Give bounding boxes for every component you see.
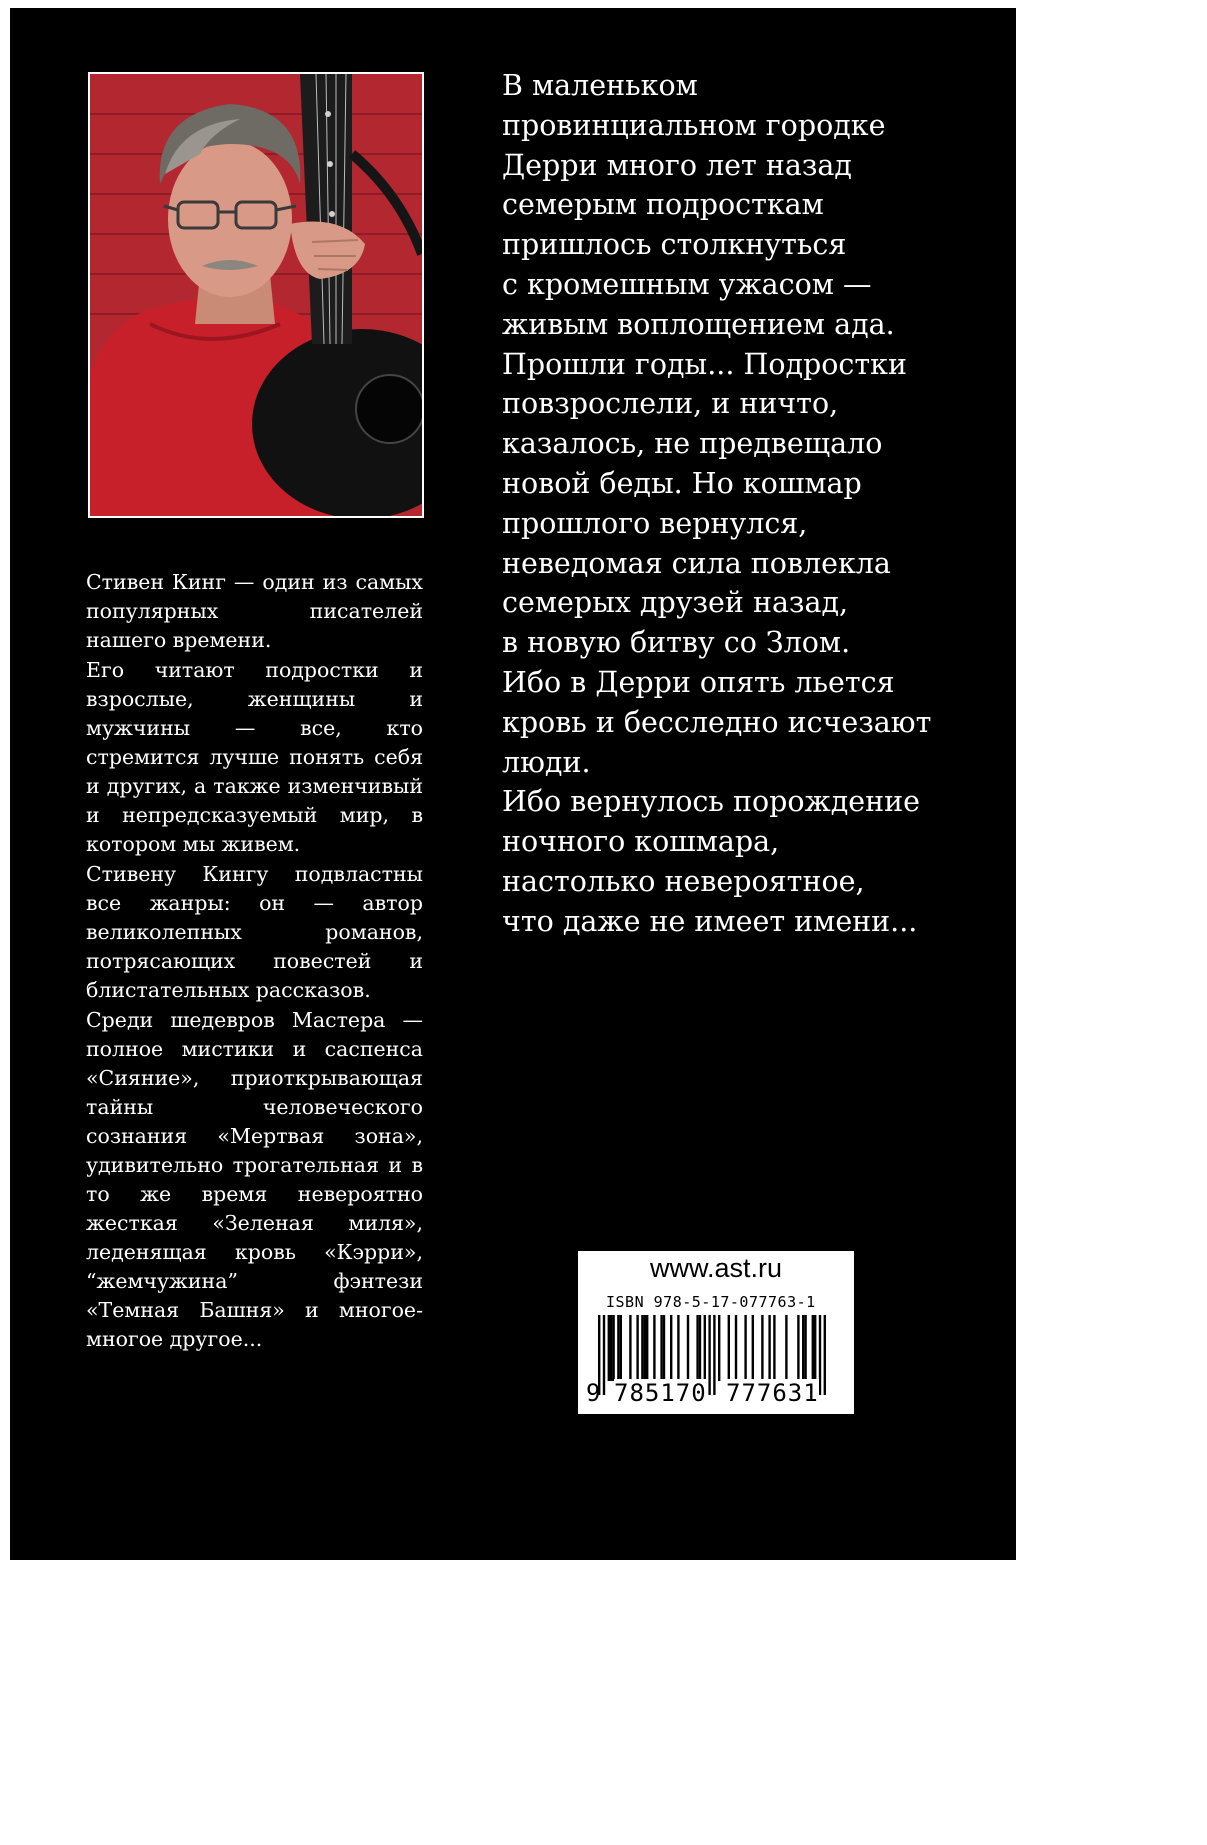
blurb-line: семерых друзей назад, xyxy=(502,586,849,620)
barcode-bar xyxy=(773,1315,775,1381)
bio-paragraph: Стивену Кингу подвластны все жанры: он — автор великолепных романов, потрясающих повестей и блистательных рассказов. xyxy=(86,862,423,1002)
blurb-line: Дерри много лет назад xyxy=(502,148,852,182)
barcode-panel xyxy=(578,1251,854,1414)
bio-paragraph: Его читают подростки и взрослые, женщины и мужчины — все, кто стремится лучше понять себя и других, а также изменчивый и непредсказуемый мир, в котором мы живем. xyxy=(86,658,423,856)
bio-paragraph: Стивен Кинг — один из самых популярных писателей нашего времени. xyxy=(86,570,423,652)
barcode-bar xyxy=(670,1315,672,1381)
barcode-bar xyxy=(752,1315,754,1381)
barcode-bar xyxy=(653,1315,655,1381)
blurb-line: ночного кошмара, xyxy=(502,825,780,859)
barcode-bar xyxy=(699,1315,701,1381)
blurb-line: Ибо в Дерри опять льется xyxy=(502,665,895,699)
barcode-bar xyxy=(687,1315,689,1381)
barcode-bar xyxy=(797,1315,799,1381)
barcode-bar xyxy=(660,1315,662,1381)
barcode-bar xyxy=(735,1315,737,1381)
barcode-bar xyxy=(824,1315,826,1395)
blurb-line: В маленьком xyxy=(502,69,698,102)
barcode-bar xyxy=(610,1315,612,1381)
blurb-line: живым воплощением ада. xyxy=(502,307,895,341)
author-portrait-icon xyxy=(90,74,422,516)
ean-left-group: 785170 xyxy=(614,1379,707,1407)
barcode-bar xyxy=(677,1315,679,1381)
barcode-bar xyxy=(663,1315,665,1381)
ean-right-group: 777631 xyxy=(726,1379,819,1407)
barcode-bar xyxy=(804,1315,806,1381)
blurb-line: в новую битву со Злом. xyxy=(502,626,851,660)
blurb-line: Прошли годы... Подростки xyxy=(502,347,907,381)
barcode-bar xyxy=(744,1315,746,1381)
isbn-label: ISBN 978-5-17-077763-1 xyxy=(606,1293,816,1311)
publisher-website: www.ast.ru xyxy=(649,1253,783,1283)
blurb-line: новой беды. Но кошмар xyxy=(502,466,862,500)
barcode-bar xyxy=(636,1315,638,1381)
barcode-bar xyxy=(620,1315,622,1381)
barcode-bar xyxy=(761,1315,763,1381)
barcode-bar xyxy=(646,1315,648,1381)
blurb-line: с кромешным ужасом — xyxy=(502,267,872,301)
barcode-bar xyxy=(814,1315,816,1381)
barcode-bar xyxy=(708,1315,710,1395)
barcode-bar xyxy=(644,1315,646,1381)
barcode-bar xyxy=(819,1315,821,1395)
barcode-bar xyxy=(812,1315,814,1381)
ean-first-digit: 9 xyxy=(586,1379,601,1407)
barcode-bar xyxy=(728,1315,730,1381)
bio-paragraph: Среди шедевров Мастера — полное мистики и саспенса «Сияние», приоткрывающая тайны человеческого сознания «Мертвая зона», удивительно трогательная и в то же время невероятно жесткая «Зеленая миля», леденящая кровь «Кэрри», “жемчужина” фэнтези «Темная Башня» и многое-многое другое... xyxy=(86,1008,423,1351)
blurb-line: кровь и бесследно исчезают xyxy=(502,705,932,739)
blurb-line: провинциальном городке xyxy=(502,108,886,142)
blurb-line: казалось, не предвещало xyxy=(502,427,883,461)
author-photo xyxy=(88,72,424,518)
blurb-line: люди. xyxy=(502,745,591,779)
blurb-line: Ибо вернулось порождение xyxy=(502,785,920,819)
blurb-line: пришлось столкнуться xyxy=(502,228,847,262)
blurb-line: прошлого вернулся, xyxy=(502,506,808,540)
blurb-line: повзрослели, и ничто, xyxy=(502,387,839,421)
blurb-line: семерым подросткам xyxy=(502,188,824,222)
barcode-bar xyxy=(768,1315,770,1381)
barcode-bar xyxy=(617,1315,619,1381)
barcode-bar xyxy=(713,1315,715,1395)
barcode-bar xyxy=(629,1315,631,1381)
author-biography xyxy=(86,568,423,1355)
blurb-line: неведомая сила повлекла xyxy=(502,546,891,580)
barcode-bar xyxy=(608,1315,610,1381)
barcode-bar xyxy=(718,1315,720,1381)
blurb-line: что даже не имеет имени... xyxy=(502,904,918,938)
barcode-bar xyxy=(603,1315,605,1395)
barcode-bar xyxy=(641,1315,643,1381)
barcode-bar xyxy=(785,1315,787,1381)
blurb-line: настолько невероятное, xyxy=(502,864,865,898)
barcode-bar xyxy=(802,1315,804,1381)
barcode-bar xyxy=(704,1315,706,1381)
book-blurb xyxy=(502,66,972,942)
barcode-bar xyxy=(612,1315,614,1381)
barcode-bar xyxy=(696,1315,698,1381)
